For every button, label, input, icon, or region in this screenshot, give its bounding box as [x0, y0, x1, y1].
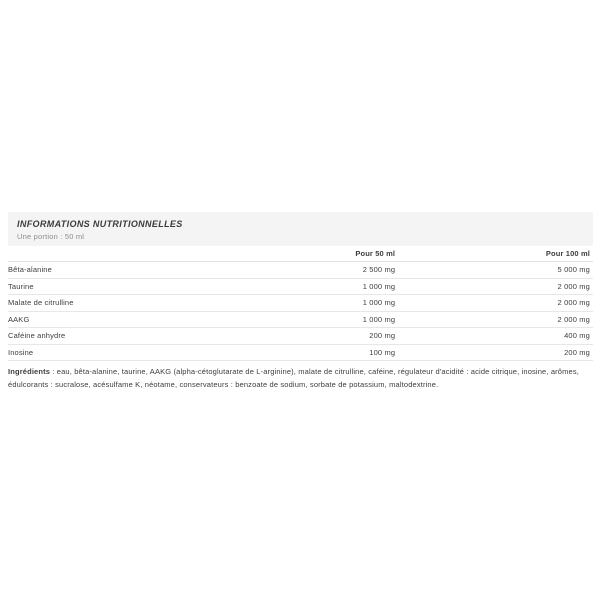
nutrient-value-100ml: 5 000 mg: [398, 262, 593, 279]
nutrient-label: Taurine: [8, 278, 203, 295]
nutrition-title: INFORMATIONS NUTRITIONNELLES: [17, 219, 183, 229]
table-row: [8, 278, 593, 295]
nutrient-value-100ml: 2 000 mg: [398, 311, 593, 328]
nutrient-value-50ml: 1 000 mg: [203, 278, 398, 295]
ingredients-text: : eau, bêta-alanine, taurine, AAKG (alpha-cétoglutarate de L-arginine), malate de citrulline, caféine, régulateur d'acidité : acide citrique, inosine, arômes, édulcorants : sucralose, acésulfame K, néotame, conservateurs : benzoate de sodium, sorbate de potassium, maltodextrine.: [8, 366, 579, 389]
nutrient-value-50ml: 200 mg: [203, 328, 398, 345]
column-header-per-50ml: Pour 50 ml: [203, 247, 398, 262]
nutrition-table: [8, 247, 593, 361]
nutrient-value-100ml: 2 000 mg: [398, 295, 593, 312]
table-row: [8, 328, 593, 345]
nutrient-value-50ml: 1 000 mg: [203, 311, 398, 328]
table-row: [8, 344, 593, 361]
nutrient-label: Bêta-alanine: [8, 262, 203, 279]
nutrition-header-box: [8, 212, 593, 246]
ingredients-paragraph: [8, 365, 593, 391]
column-header-per-100ml: Pour 100 ml: [398, 247, 593, 262]
table-row: [8, 295, 593, 312]
ingredients-label: Ingrédients: [8, 366, 51, 376]
nutrient-label: Malate de citrulline: [8, 295, 203, 312]
portion-size-text: Une portion : 50 ml: [17, 231, 85, 241]
nutrient-value-100ml: 400 mg: [398, 328, 593, 345]
nutrition-info-section: [8, 212, 593, 391]
nutrient-value-50ml: 2 500 mg: [203, 262, 398, 279]
nutrient-value-100ml: 200 mg: [398, 344, 593, 361]
nutrient-value-50ml: 1 000 mg: [203, 295, 398, 312]
nutrient-label: Caféine anhydre: [8, 328, 203, 345]
nutrient-label: AAKG: [8, 311, 203, 328]
table-row: [8, 262, 593, 279]
nutrient-value-50ml: 100 mg: [203, 344, 398, 361]
nutrient-value-100ml: 2 000 mg: [398, 278, 593, 295]
nutrient-label: Inosine: [8, 344, 203, 361]
table-header-row: [8, 247, 593, 262]
column-header-empty: [8, 247, 203, 262]
table-row: [8, 311, 593, 328]
